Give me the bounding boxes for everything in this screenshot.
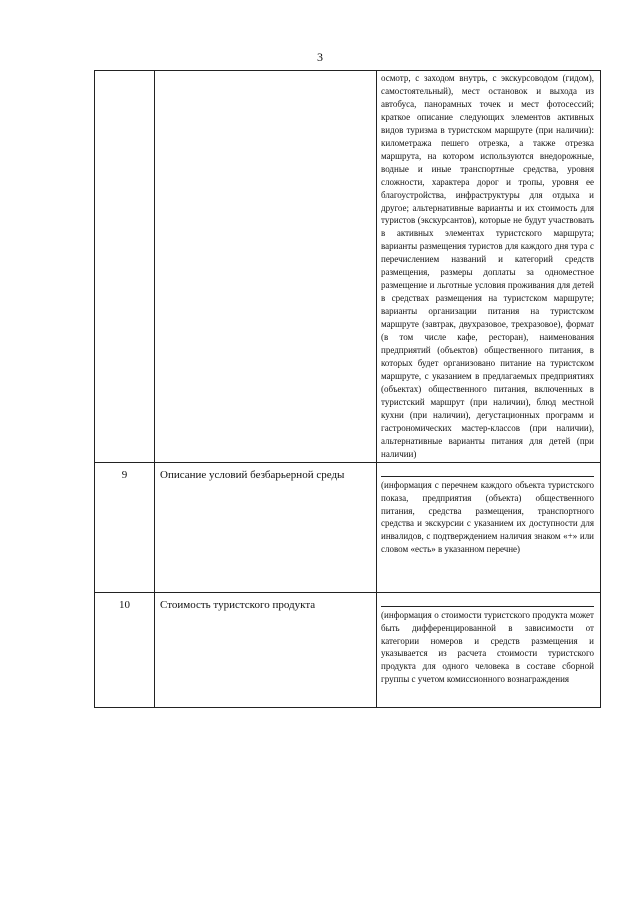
row-description: (информация о стоимости туристского продукта может быть дифференцированной в зависимости от категории номеров и средств размещения и указывается из расчета стоимости туристского продукта для одного человека в составе сборной группы с учетом комиссионного вознаграждения (381, 609, 594, 685)
row-name: Описание условий безбарьерной среды (155, 462, 377, 592)
requirements-table (94, 70, 601, 708)
row-description-cell (377, 592, 601, 707)
row-number: 10 (95, 592, 155, 707)
row-name (155, 71, 377, 463)
row-description-cell (377, 71, 601, 463)
fill-in-line (381, 463, 594, 477)
page-number: 3 (317, 50, 323, 64)
table-row (95, 71, 601, 463)
table-row (95, 462, 601, 592)
table-row (95, 592, 601, 707)
row-description: осмотр, с заходом внутрь, с экскурсоводом (гидом), самостоятельный), мест остановок и выхода из автобуса, панорамных точек и мест фотосессий; краткое описание следующих элементов активных видов туризма в туристском маршруте (при наличии): километража пешего отрезка, а также отрезка маршрута, на котором используются внедорожные, водные и иные транспортные средства, уровня сложности, характера дорог и тропы, уровня ее благоустройства, инфраструктуры для отдыха и другое; альтернативные варианты и их стоимость для туристов (экскурсантов), которые не будут участвовать в активных элементах туристского маршрута; варианты размещения туристов для каждого дня тура с перечислением названий и категорий средств размещения, размеры доплаты за одноместное размещение и льготные условия проживания для детей в средствах размещения на туристском маршруте; варианты организации питания на туристском маршруте (завтрак, двухразовое, трехразовое), формат (в том числе кафе, ресторан), наименования предприятий (объектов) общественного питания, в которых будет организовано питание на туристском маршруте, с указанием в предлагаемых предприятиях (объектах) общественного питания, включенных в туристский маршрут (при наличии), блюд местной кухни (при наличии), дегустационных программ и гастрономических мастер-классов (при наличии), альтернативные варианты питания для детей (при наличии) (381, 73, 594, 459)
row-number (95, 71, 155, 463)
fill-in-line (381, 593, 594, 607)
row-name: Стоимость туристского продукта (155, 592, 377, 707)
row-description-cell (377, 462, 601, 592)
row-number: 9 (95, 462, 155, 592)
row-description: (информация с перечнем каждого объекта туристского показа, предприятия (объекта) общественного питания, средства размещения, транспортного средства и экскурсии с указанием их доступности для инвалидов, с подтверждением наличия знаком «+» или словом «есть» в указанном перечне) (381, 479, 594, 555)
